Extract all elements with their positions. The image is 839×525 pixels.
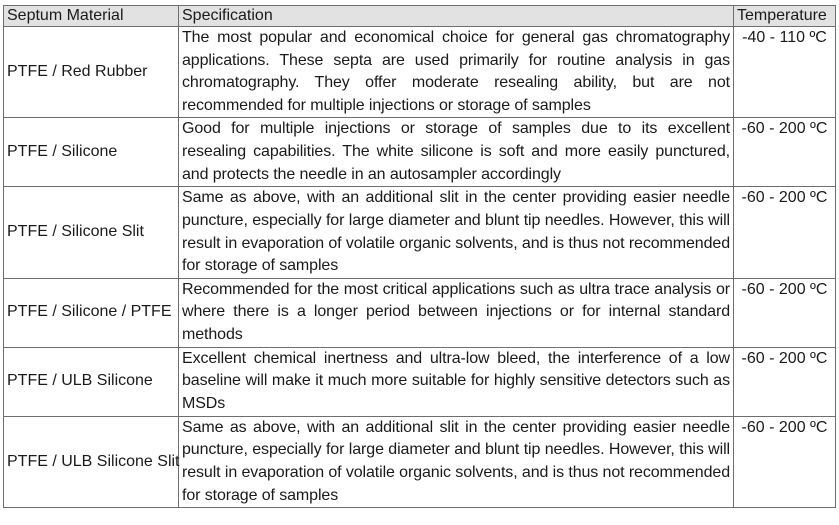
table-row — [4, 27, 836, 118]
table-row — [4, 187, 836, 278]
temperature-cell: -60 - 200 ºC — [734, 416, 836, 507]
temperature-cell: -60 - 200 ºC — [734, 278, 836, 347]
table-row — [4, 347, 836, 416]
septum-material-cell: PTFE / Silicone Slit — [4, 187, 179, 278]
header-temperature: Temperature — [734, 6, 836, 27]
specification-cell: Same as above, with an additional slit in the center providing easier needle puncture, especially for large diameter and blunt tip needles. However, this will result in evaporation of volatile organic solvents, and is thus not recommended for storage of samples — [179, 187, 734, 278]
header-specification: Specification — [179, 6, 734, 27]
septum-material-cell: PTFE / ULB Silicone — [4, 347, 179, 416]
septum-material-cell: PTFE / Red Rubber — [4, 27, 179, 118]
septum-material-cell: PTFE / Silicone / PTFE — [4, 278, 179, 347]
header-row — [4, 6, 836, 27]
specification-cell: Recommended for the most critical applications such as ultra trace analysis or where there is a longer period between injections or for internal standard methods — [179, 278, 734, 347]
table-row — [4, 278, 836, 347]
specification-cell: The most popular and economical choice for general gas chromatography applications. These septa are used primarily for routine analysis in gas chromatography. They offer moderate resealing ability, but are not recommended for multiple injections or storage of samples — [179, 27, 734, 118]
temperature-cell: -40 - 110 ºC — [734, 27, 836, 118]
septum-material-cell: PTFE / Silicone — [4, 118, 179, 187]
specification-cell: Same as above, with an additional slit in the center providing easier needle puncture, especially for large diameter and blunt tip needles. However, this will result in evaporation of volatile organic solvents, and is thus not recommended for storage of samples — [179, 416, 734, 507]
table-row — [4, 118, 836, 187]
header-septum-material: Septum Material — [4, 6, 179, 27]
temperature-cell: -60 - 200 ºC — [734, 347, 836, 416]
septum-material-cell: PTFE / ULB Silicone Slit — [4, 416, 179, 507]
specification-cell: Good for multiple injections or storage of samples due to its excellent resealing capabilities. The white silicone is soft and more easily punctured, and protects the needle in an autosampler accordingly — [179, 118, 734, 187]
table-row — [4, 416, 836, 507]
temperature-cell: -60 - 200 ºC — [734, 187, 836, 278]
septum-material-table — [3, 5, 836, 508]
specification-cell: Excellent chemical inertness and ultra-low bleed, the interference of a low baseline will make it much more suitable for highly sensitive detectors such as MSDs — [179, 347, 734, 416]
temperature-cell: -60 - 200 ºC — [734, 118, 836, 187]
